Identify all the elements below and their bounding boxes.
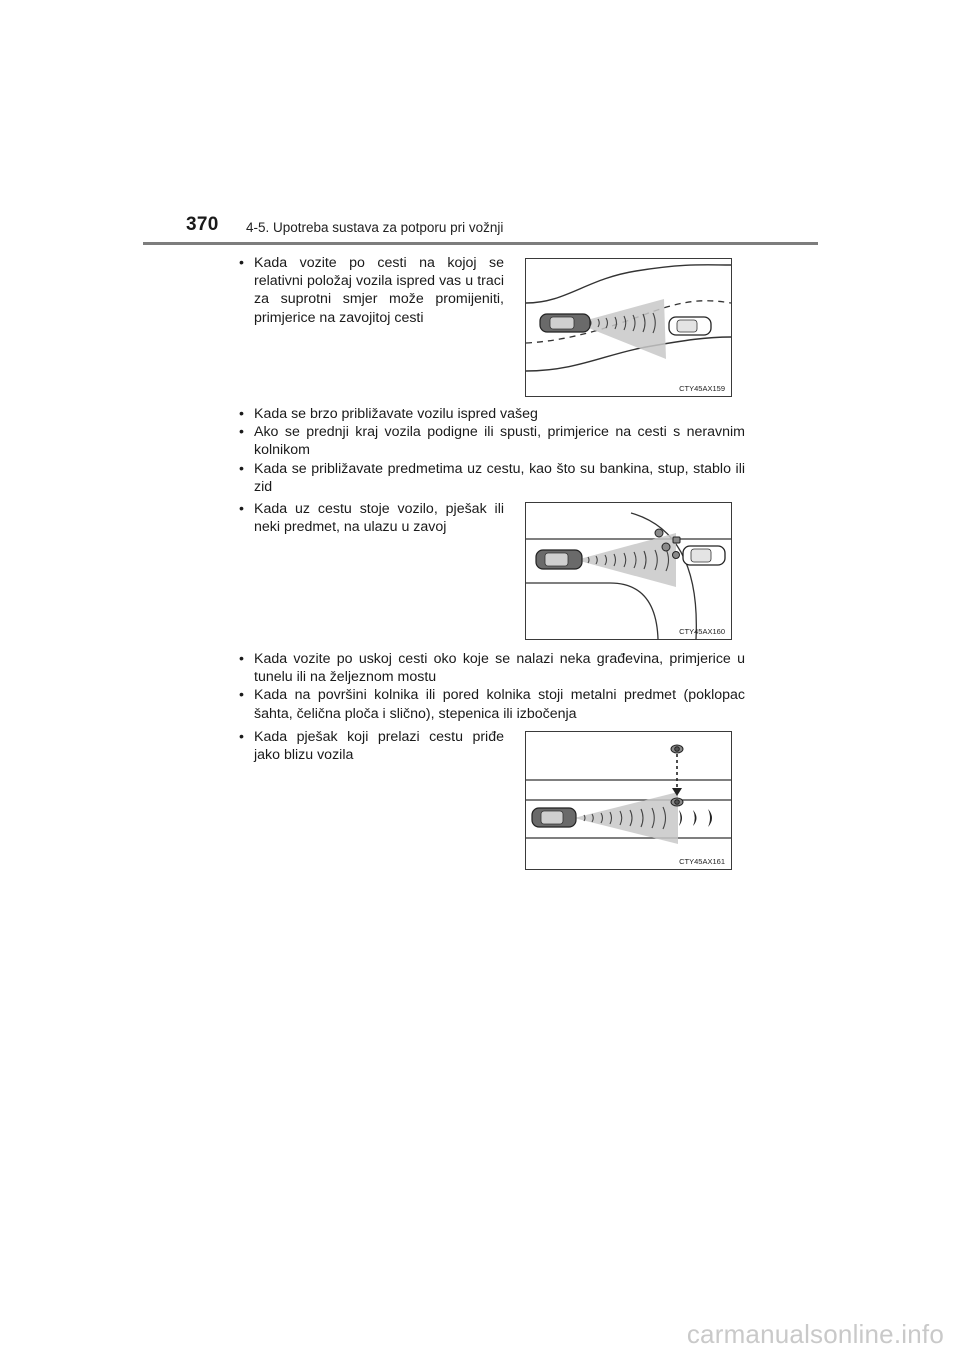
- header-rule: [143, 242, 818, 245]
- pedestrian-crossing-illustration: [526, 732, 731, 869]
- own-car: [540, 314, 590, 332]
- figure-code-160: CTY45AX160: [679, 627, 725, 636]
- figure-pedestrian-crossing: [525, 731, 732, 870]
- list4-block: [238, 650, 745, 723]
- item5-bullet: • Kada pješak koji prelazi cestu priđe jako blizu vozila: [238, 728, 504, 764]
- item1-block: [238, 254, 504, 327]
- item5-block: [238, 728, 504, 764]
- radar-beam: [576, 299, 666, 359]
- figure-curve-entrance: [525, 502, 732, 640]
- list4-item-2: • Kada na površini kolnika ili pored kolnika stoji metalni predmet (poklopac šahta, čelična ploča i slično), stepenica ili izbočenja: [238, 686, 745, 722]
- list2-item-1: • Kada se brzo približavate vozilu ispred vašeg: [238, 405, 745, 423]
- page-number: 370: [186, 214, 219, 235]
- section-title: 4-5. Upotreba sustava za potporu pri vožnji: [246, 220, 504, 235]
- winding-road-illustration: [526, 259, 731, 396]
- list2-item-2: • Ako se prednji kraj vozila podigne ili spusti, primjerice na cesti s neravnim kolnikom: [238, 423, 745, 459]
- figure-winding-road: [525, 258, 732, 397]
- list2-item-3: • Kada se približavate predmetima uz cestu, kao što su bankina, stup, stablo ili zid: [238, 460, 745, 496]
- curve-entrance-illustration: [526, 503, 731, 639]
- own-car-3: [532, 808, 576, 827]
- pedestrian-end: [671, 798, 683, 806]
- car-ahead: [669, 317, 711, 335]
- curve-inner: [610, 583, 658, 639]
- pedestrian-start: [671, 745, 683, 753]
- list4-item-1: • Kada vozite po uskoj cesti oko koje se nalazi neka građevina, primjerice u tunelu ili na željeznom mostu: [238, 650, 745, 686]
- item1-bullet: • Kada vozite po cesti na kojoj se relativni položaj vozila ispred vas u traci za suprotni smjer može promijeniti, primjerice na zavojitoj cesti: [238, 254, 504, 327]
- car-ahead-2: [683, 546, 725, 565]
- list2-block: [238, 405, 745, 496]
- item3-block: [238, 500, 504, 536]
- figure-code-161: CTY45AX161: [679, 857, 725, 866]
- own-car-2: [536, 550, 582, 569]
- footer-watermark: carmanualsonline.info: [686, 1319, 944, 1349]
- road-edge-top: [526, 265, 731, 303]
- radar-waves-far: [679, 809, 712, 827]
- figure-code-159: CTY45AX159: [679, 384, 725, 393]
- item3-bullet: • Kada uz cestu stoje vozilo, pješak ili neki predmet, na ulazu u zavoj: [238, 500, 504, 536]
